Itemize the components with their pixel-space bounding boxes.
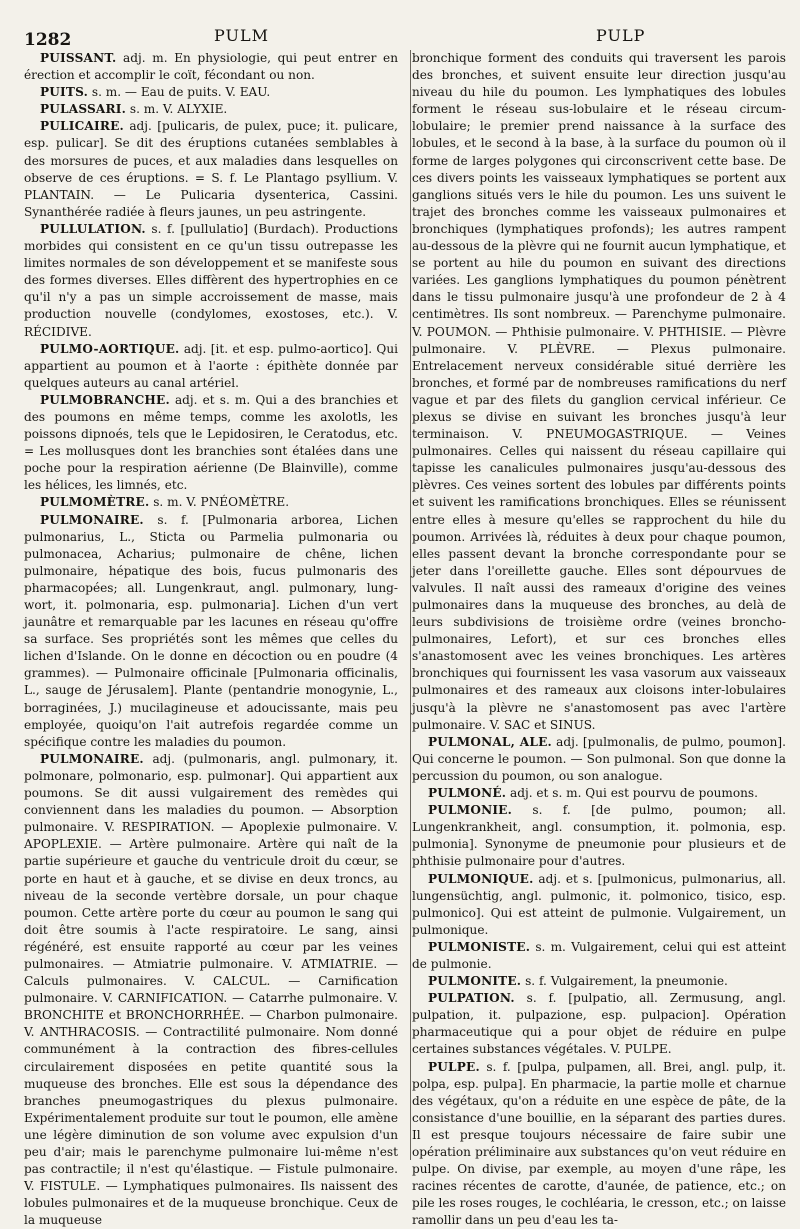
entry-text: adj. et s. [pulmonicus, pulmonarius, all. lungensüchtig, angl. pulmonic, it. polmonico, tisico, esp. pulmonico]. Qui est atteint de pulmonie. Vulgairement, un pulmonique. (412, 871, 786, 937)
entry-headword: PULMOBRANCHE. (40, 392, 170, 407)
dictionary-entry (24, 50, 398, 84)
entry-headword: PULPATION. (428, 991, 515, 1006)
dictionary-entry (24, 84, 398, 101)
entry-headword: PULMONIE. (428, 803, 513, 818)
entry-text: adj. et s. m. Qui est pourvu de poumons. (506, 786, 758, 801)
columns (24, 50, 786, 1228)
entry-text: s. m. — Eau de puits. V. EAU. (88, 85, 271, 100)
entry-headword: PUITS. (40, 85, 89, 100)
entry-text: s. f. [pullulatio] (Burdach). Productions morbides qui consistent en ce qu'un tissu outrepasse les limites normales de son développement et se manifeste sous des formes diverses. Elles diffèrent des hypertrophies en ce qu'il n'y a pas un simple accroissement de masse, mais production nouvelle (condylomes, exostoses, etc.). V. RÉCIDIVE. (24, 221, 398, 339)
entry-text: adj. et s. m. Qui a des branchies et des poumons en même temps, comme les axolotls, les poissons dipnoés, tels que le Lepidosiren, le Ceratodus, etc. = Les mollusques dont les branchies sont étalées dans une poche pour la respiration aérienne (De Blainville), comme les hélices, les limnés, etc. (24, 392, 398, 493)
dictionary-entry (412, 990, 786, 1058)
dictionary-entry (412, 871, 786, 939)
dictionary-entry (24, 118, 398, 221)
entry-text: s. f. [Pulmonaria arborea, Lichen pulmonarius, L., Sticta ou Parmelia pulmonaria ou pulmonacea, Acharius; pulmonaire de chêne, lichen pulmonaire, hépatique des bois, fucus pulmonaris des pharmacopées; all. Lungenkraut, angl. pulmonary, lung-wort, it. polmonaria, esp. pulmonaria]. Lichen d'un vert jaunâtre et remarquable par les lacunes en réseau qu'offre sa surface. Ses propriétés sont les mêmes que celles du lichen d'Islande. On le donne en décoction ou en poudre (4 grammes). — Pulmonaire officinale [Pulmonaria officinalis, L., sauge de Jérusalem]. Plante (pentandrie monogynie, L., borraginées, J.) mucilagineuse et adoucissante, mais peu employée, quoiqu'on l'ait autrefois regardée comme un spécifique contre les maladies du poumon. (24, 512, 398, 749)
entry-headword: PULMO-AORTIQUE. (40, 341, 180, 356)
entry-text: s. f. [de pulmo, poumon; all. Lungenkrankheit, angl. consumption, it. polmonia, esp. pulmonia]. Synonyme de pneumonie pour plusieurs et de phthisie pulmonaire pour d'autres. (412, 803, 786, 869)
dictionary-entry (24, 341, 398, 392)
entry-headword: PULICAIRE. (40, 119, 124, 134)
page-number: 1282 (24, 30, 72, 50)
entry-headword: PULASSARI. (40, 102, 127, 117)
page-header (24, 14, 786, 54)
entry-text: adj. [pulmonalis, de pulmo, poumon]. Qui concerne le poumon. — Son pulmonal. Son que donne la percussion du poumon, ou son analogue. (412, 734, 786, 783)
entry-headword: PULMONISTE. (428, 939, 531, 954)
continuation-paragraph: bronchique forment des conduits qui traversent les parois des bronches, et suivent ensuite leur direction jusqu'au niveau du hile du poumon. Les lymphatiques des lobules forment le réseau sus-lobulaire et le réseau circum-lobulaire; le premier prend naissance à la surface des lobules, et le second à la base, à la surface du poumon où il forme de larges polygones qui circonscrivent cette base. De ces divers points les vaisseaux lymphatiques se portent aux ganglions situés vers le hile du poumon. Les uns suivent le trajet des bronches comme les vaisseaux pulmonaires et bronchiques (lymphatiques profonds); les autres rampent au-dessous de la plèvre qui ne fournit aucun lymphatique, et se portent au hile du poumon en suivant des directions variées. Les ganglions lymphatiques du poumon pénètrent dans le tissu pulmonaire jusqu'à une profondeur de 2 à 4 centimètres. Ils sont nombreux. — Parenchyme pulmonaire. V. POUMON. — Phthisie pulmonaire. V. PHTHISIE. — Plèvre pulmonaire. V. PLÈVRE. — Plexus pulmonaire. Entrelacement nerveux considérable situé derrière les bronches, et formé par de nombreuses ramifications du nerf vague et par des filets du ganglion cervical inférieur. Ce plexus se divise en suivant les bronches jusqu'à leur terminaison. V. PNEUMOGASTRIQUE. — Veines pulmonaires. Celles qui naissent du réseau capillaire qui tapisse les canalicules pulmonaires jusqu'au-dessous des plèvres. Ces veines sortent des lobules par différents points et suivent les ramifications bronchiques. Elles se réunissent entre elles à mesure qu'elles se rapprochent du hile du poumon. Arrivées là, réduites à deux pour chaque poumon, elles passent devant la bronche correspondante pour se jeter dans l'oreillette gauche. Elles sont dépourvues de valvules. Il naît aussi des rameaux d'origine des veines pulmonaires dans la muqueuse des bronches, au delà de leurs subdivisions de troisième ordre (veines broncho-pulmonaires, Lefort), et sur ces bronches elles s'anastomosent avec les veines bronchiques. Les artères bronchiques qui fournissent les vasa vasorum aux vaisseaux pulmonaires et des rameaux aux cloisons inter-lobulaires jusqu'à la plèvre ne s'anastomosent pas avec l'artère pulmonaire. V. SAC et SINUS. (412, 51, 786, 732)
entry-text: s. f. [pulpatio, all. Zermusung, angl. pulpation, it. pulpazione, esp. pulpacion]. Opération pharmaceutique qui a pour objet de réduire en pulpe certaines substances végétales. V. PULPE. (412, 991, 786, 1057)
dictionary-entry (412, 802, 786, 870)
entry-text: adj. (pulmonaris, angl. pulmonary, it. polmonare, polmonario, esp. pulmonar]. Qui appartient aux poumons. Se dit aussi vulgairement des remèdes qui conviennent dans les maladies du poumon. — Absorption pulmonaire. V. RESPIRATION. — Apoplexie pulmonaire. V. APOPLEXIE. — Artère pulmonaire. Artère qui naît de la partie supérieure et gauche du ventricule droit du cœur, se porte en haut et à gauche, et se divise en deux troncs, au niveau de la seconde vertèbre dorsale, un pour chaque poumon. Cette artère porte du cœur au poumon le sang qui doit être soumis à l'acte respiratoire. Le sang, ainsi régénéré, est ensuite rapporté au cœur par les veines pulmonaires. — Atmiatrie pulmonaire. V. ATMIATRIE. — Calculs pulmonaires. V. CALCUL. — Carnification pulmonaire. V. CARNIFICATION. — Catarrhe pulmonaire. V. BRONCHITE et BRONCHORRHÉE. — Charbon pulmonaire. V. ANTHRACOSIS. — Contractilité pulmonaire. Nom donné communément à la contraction des fibres-cellules circulairement disposées en petite quantité sous la muqueuse des bronches. Elle est sous la dépendance des branches pneumogastriques du plexus pulmonaire. Expérimentalement produite sur tout le poumon, elle amène une légère diminution de son volume avec expulsion d'un peu d'air; mais le parenchyme pulmonaire lui-même n'est pas contractile; il n'est qu'élastique. — Fistule pulmonaire. V. FISTULE. — Lymphatiques pulmonaires. Ils naissent des lobules pulmonaires et de la muqueuse bronchique. Ceux de la muqueuse (24, 751, 398, 1228)
dictionary-entry (24, 101, 398, 118)
running-head-right: PULP (596, 26, 646, 45)
entry-text: s. m. V. ALYXIE. (126, 102, 228, 117)
entry-headword: PULPE. (428, 1059, 480, 1074)
left-column (24, 50, 398, 1228)
dictionary-entry (24, 221, 398, 341)
entry-headword: PULMONAIRE. (40, 512, 144, 527)
dictionary-entry (412, 1059, 786, 1229)
entry-text: s. f. [pulpa, pulpamen, all. Brei, angl. pulp, it. polpa, esp. pulpa]. En pharmacie, la partie molle et charnue des végétaux, qu'on a réduite en une espèce de pâte, de la consistance d'une bouillie, en la séparant des parties dures. Il est presque toujours nécessaire de faire subir une opération préliminaire aux substances qu'on veut réduire en pulpe. On divise, par exemple, au moyen d'une râpe, les racines récentes de carotte, d'aunée, de patience, etc.; on pile les roses rouges, le cochléaria, le cresson, etc.; on laisse ramollir dans un peu d'eau les ta- (412, 1059, 786, 1228)
dictionary-entry (24, 392, 398, 495)
entry-headword: PULLULATION. (40, 221, 146, 236)
entry-text: adj. [it. et esp. pulmo-aortico]. Qui appartient au poumon et à l'aorte : épithète donnée par quelques auteurs au canal artériel. (24, 341, 398, 390)
dictionary-entry (24, 512, 398, 751)
entry-headword: PULMONÉ. (428, 786, 507, 801)
right-column (412, 50, 786, 1228)
entry-headword: PULMONIQUE. (428, 871, 534, 886)
dictionary-entry (24, 494, 398, 511)
entry-headword: PULMONITE. (428, 974, 522, 989)
dictionary-entry (412, 973, 786, 990)
entry-headword: PULMOMÈTRE. (40, 495, 150, 510)
entry-headword: PUISSANT. (40, 51, 117, 65)
entry-headword: PULMONAIRE. (40, 751, 144, 766)
dictionary-entry (412, 734, 786, 785)
entry-headword: PULMONAL, ALE. (428, 734, 552, 749)
dictionary-entry (412, 939, 786, 973)
entry-text: s. m. V. PNÉOMÈTRE. (149, 495, 290, 510)
entry-text: s. m. Vulgairement, celui qui est atteint de pulmonie. (412, 939, 786, 971)
entry-text: adj. m. En physiologie, qui peut entrer en érection et accomplir le coït, fécondant ou non. (24, 51, 398, 83)
entry-text: s. f. Vulgairement, la pneumonie. (521, 974, 728, 989)
running-head-left: PULM (214, 26, 269, 45)
dictionary-entry (24, 751, 398, 1229)
dictionary-entry (412, 785, 786, 802)
entry-text: adj. [pulicaris, de pulex, puce; it. pulicare, esp. pulicar]. Se dit des éruptions cutanées semblables à des morsures de puces, et aux maladies dans lesquelles on observe de ces éruptions. = S. f. Le Plantago psyllium. V. PLANTAIN. — Le Pulicaria dysenterica, Cassini. Synanthérée radiée à fleurs jaunes, un peu astringente. (24, 119, 398, 219)
